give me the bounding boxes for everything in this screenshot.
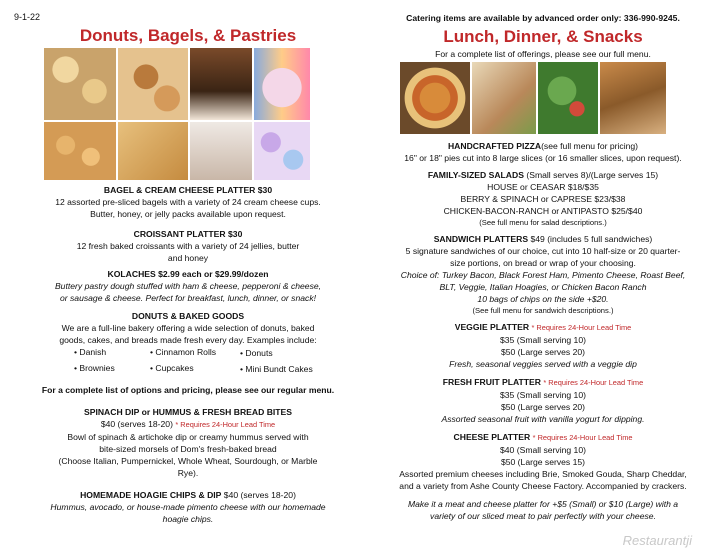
sandwich-choice-line: BLT, Veggie, Italian Hoagies, or Chicken Bacon Ranch — [439, 282, 647, 292]
danish-photo — [44, 122, 116, 180]
sandwich-choice-line: Choice of: Turkey Bacon, Black Forest Ham, Pimento Cheese, Roast Beef, — [400, 270, 686, 280]
hoagie-heading-line: HOMEMADE HOAGIE CHIPS & DIP $40 (serves 18-20) — [80, 490, 296, 500]
cheese-line: $40 (Small serving 10) — [500, 445, 586, 455]
croissant-heading: CROISSANT PLATTER $30 — [133, 229, 243, 239]
lead-time-note: * Requires 24-Hour Lead Time — [175, 420, 276, 429]
list-item: • Cinnamon Rolls — [150, 347, 217, 357]
lead-time-note: * Requires 24-Hour Lead Time — [531, 323, 632, 332]
pastries-photo — [118, 48, 188, 120]
watermark: Restaurantji — [622, 533, 692, 548]
unicorn-cake-photo — [254, 48, 310, 120]
bagel-heading: BAGEL & CREAM CHEESE PLATTER $30 — [103, 185, 273, 195]
list-item: • Donuts — [240, 348, 273, 358]
sandwich-heading: SANDWICH PLATTERS — [433, 234, 529, 244]
spinach-line: Rye). — [177, 468, 199, 478]
cake-photo — [190, 48, 252, 120]
list-item: • Brownies — [74, 363, 115, 373]
bagel-line: 12 assorted pre-sliced bagels with a variety of 24 cream cheese cups. — [55, 197, 321, 207]
salads-line: BERRY & SPINACH or CAPRESE $23/$38 — [460, 194, 626, 204]
fruit-heading: FRESH FRUIT PLATTER — [442, 377, 541, 387]
donuts-line: goods, cakes, and breads made fresh every day. Examples include: — [59, 335, 317, 345]
sandwich-photo — [472, 62, 536, 134]
salad-photo — [538, 62, 598, 134]
pizza-line: 16" or 18" pies cut into 8 large slices (or 16 smaller slices, upon request). — [404, 153, 682, 163]
cheese-line: Assorted premium cheeses including Brie, Smoked Gouda, Sharp Cheddar, — [399, 469, 687, 479]
cheese-line: $50 (Large serves 15) — [500, 457, 586, 467]
croissant-line: 12 fresh baked croissants with a variety of 24 jellies, butter — [76, 241, 300, 251]
salads-heading-line: FAMILY-SIZED SALADS (Small serves 8)/(Large serves 15) — [427, 170, 659, 180]
veggie-line: $35 (Small serving 10) — [500, 335, 586, 345]
pizza-heading-line: HANDCRAFTED PIZZA(see full menu for pricing) — [447, 141, 639, 151]
left-menu — [28, 184, 348, 525]
menu-date: 9-1-22 — [14, 12, 41, 22]
hoagie-line: Hummus, avocado, or house-made pimento cheese with our homemade — [50, 502, 326, 512]
kolaches-line: or sausage & cheese. Perfect for breakfast, lunch, dinner, or snack! — [59, 293, 317, 303]
donuts-examples-list — [28, 346, 348, 382]
pizza-heading: HANDCRAFTED PIZZA — [447, 141, 542, 151]
fruit-description: Assorted seasonal fruit with vanilla yogurt for dipping. — [441, 414, 645, 424]
right-title: Lunch, Dinner, & Snacks — [443, 27, 643, 46]
fruit-line: $50 (Large serves 20) — [500, 402, 586, 412]
salads-line: CHICKEN-BACON-RANCH or ANTIPASTO $25/$40 — [443, 206, 643, 216]
sandwich-line: 5 signature sandwiches of our choice, cut into 10 half-size or 20 quarter- — [405, 246, 681, 256]
cheese-line: and a variety from Ashe County Cheese Factory. Accompanied by crackers. — [399, 481, 687, 491]
veggie-description: Fresh, seasonal veggies served with a veggie dip — [449, 359, 637, 369]
croissant-line: and honey — [167, 253, 209, 263]
sandwich-line: size portions, on bread or wrap of your choosing. — [450, 258, 636, 268]
list-item: • Cupcakes — [150, 363, 194, 373]
kolaches-heading: KOLACHES $2.99 each or $29.99/dozen — [107, 269, 269, 279]
fruit-line: $35 (Small serving 10) — [500, 390, 586, 400]
spinach-line: (Choose Italian, Pumpernickel, Whole Wheat, Sourdough, or Marble — [58, 456, 318, 466]
lead-time-note: * Requires 24-Hour Lead Time — [532, 433, 633, 442]
veggie-line: $50 (Large serves 20) — [500, 347, 586, 357]
sandwich-note: (See full menu for sandwich descriptions.) — [472, 306, 614, 315]
bagels-photo — [44, 48, 116, 120]
cheese-heading-line — [380, 431, 706, 444]
cheese-heading: CHEESE PLATTER — [453, 432, 531, 442]
meat-line: Make it a meat and cheese platter for +$5 (Small) or $10 (Large) with a — [407, 499, 679, 509]
donuts-line: We are a full-line bakery offering a wide selection of donuts, baked — [61, 323, 315, 333]
spinach-heading: SPINACH DIP or HUMMUS & FRESH BREAD BITES — [83, 407, 293, 417]
spinach-line: bite-sized morsels of Dom's fresh-baked bread — [99, 444, 277, 454]
croissants-photo — [118, 122, 188, 180]
salads-line: HOUSE or CEASAR $18/$35 — [487, 182, 599, 192]
fruit-heading-line — [380, 376, 706, 389]
hoagie-photo — [600, 62, 666, 134]
salads-heading: FAMILY-SIZED SALADS — [427, 170, 524, 180]
right-menu — [380, 140, 706, 522]
list-item: • Danish — [74, 347, 107, 357]
donuts-heading: DONUTS & BAKED GOODS — [131, 311, 245, 321]
spinach-line: Bowl of spinach & artichoke dip or creamy hummus served with — [67, 432, 309, 442]
meat-line: variety of our sliced meat to pair perfectly with your cheese. — [430, 511, 656, 521]
left-title: Donuts, Bagels, & Pastries — [79, 26, 297, 45]
sandwich-heading-line: SANDWICH PLATTERS $49 (includes 5 full sandwiches) — [433, 234, 653, 244]
wedding-cake-photo — [190, 122, 252, 180]
lead-time-note: * Requires 24-Hour Lead Time — [543, 378, 644, 387]
sandwich-choice-line: 10 bags of chips on the side +$20. — [477, 294, 609, 304]
salads-note: (See full menu for salad descriptions.) — [479, 218, 607, 227]
cupcakes-photo — [254, 122, 310, 180]
list-item: • Mini Bundt Cakes — [240, 364, 313, 374]
hoagie-heading: HOMEMADE HOAGIE CHIPS & DIP — [80, 490, 222, 500]
veggie-heading-line — [380, 321, 706, 334]
right-subtitle: For a complete list of offerings, please see our full menu. — [435, 49, 651, 59]
regular-menu-note: For a complete list of options and pricing, please see our regular menu. — [41, 385, 335, 395]
kolaches-line: Buttery pastry dough stuffed with ham & cheese, pepperoni & cheese, — [54, 281, 322, 291]
bagel-line: Butter, honey, or jelly packs available upon request. — [90, 209, 286, 219]
veggie-heading: VEGGIE PLATTER — [454, 322, 530, 332]
catering-note: Catering items are available by advanced order only: 336-990-9245. — [406, 13, 680, 23]
pizza-photo — [400, 62, 470, 134]
spinach-price-line: $40 (serves 18-20) * Requires 24-Hour Lead Time — [100, 419, 276, 429]
hoagie-line: hoagie chips. — [162, 514, 214, 524]
